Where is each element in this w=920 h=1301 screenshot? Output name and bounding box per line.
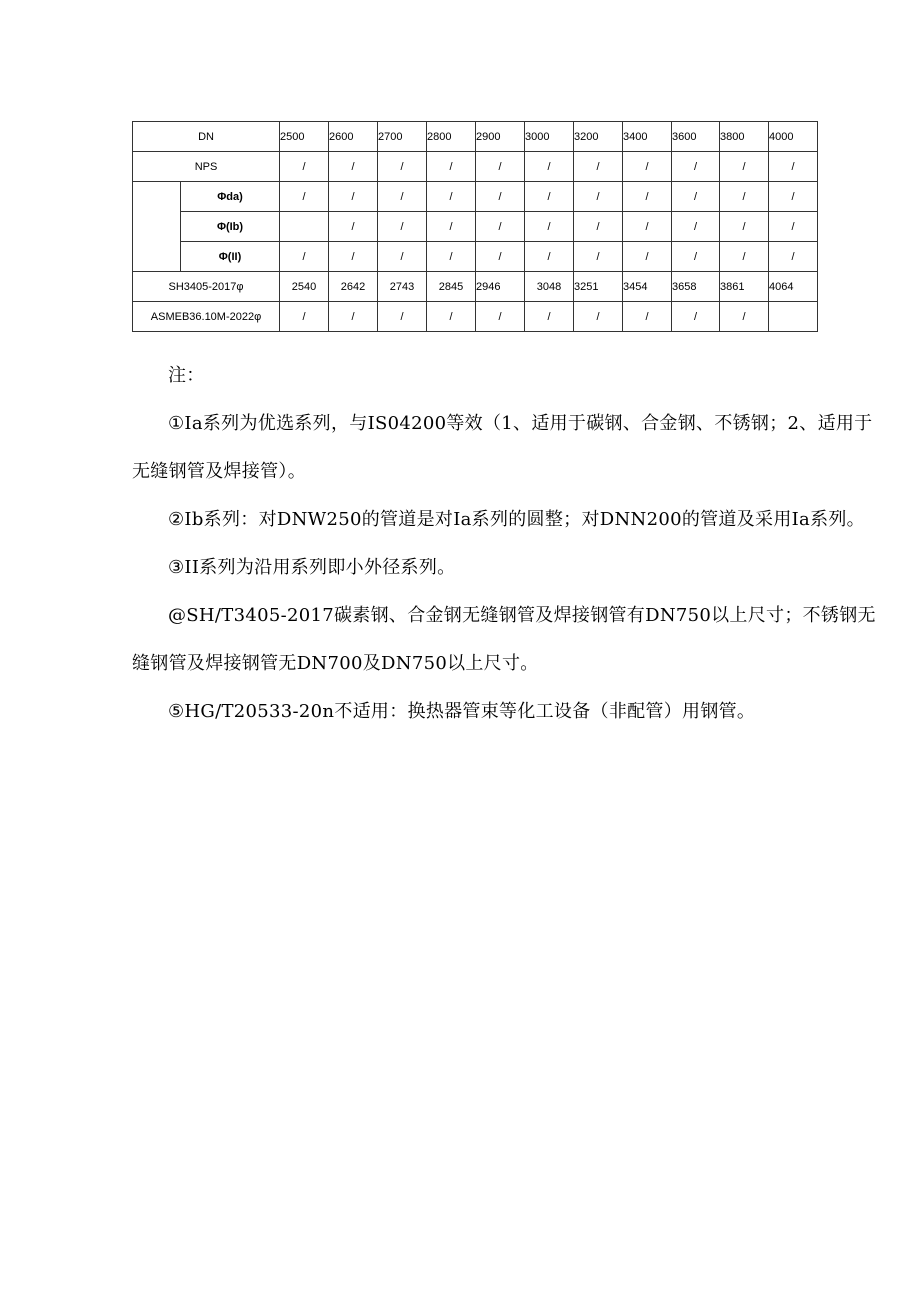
dn-label: DN (133, 122, 280, 152)
series-ia-row (133, 182, 818, 212)
series-cell: / (720, 212, 769, 242)
sh3405-cell: 4064 (769, 272, 818, 302)
series-ii-label: Φ(II) (181, 242, 280, 272)
series-cell: / (525, 212, 574, 242)
sh3405-cell: 2642 (329, 272, 378, 302)
sh3405-cell: 2743 (378, 272, 427, 302)
series-cell: / (769, 212, 818, 242)
dn-cell: 2900 (476, 122, 525, 152)
series-cell: / (378, 242, 427, 272)
nps-cell: / (525, 152, 574, 182)
series-cell: / (574, 212, 623, 242)
series-group-cell (133, 182, 181, 272)
dn-cell: 3000 (525, 122, 574, 152)
nps-cell: / (672, 152, 720, 182)
notes-heading: 注： (168, 365, 205, 386)
series-cell: / (329, 212, 378, 242)
asme-label: ASMEB36.10M-2022φ (133, 302, 280, 332)
series-cell: / (525, 242, 574, 272)
nps-cell: / (574, 152, 623, 182)
asme-cell: / (427, 302, 476, 332)
series-cell: / (476, 212, 525, 242)
series-cell: / (378, 182, 427, 212)
note-item: ⑤HG/T20533-20n不适用：换热器管束等化工设备（非配管）用钢管。 (168, 701, 756, 722)
dn-cell: 4000 (769, 122, 818, 152)
dn-cell: 3400 (623, 122, 672, 152)
dn-cell: 3800 (720, 122, 769, 152)
nps-cell: / (427, 152, 476, 182)
asme-cell: / (672, 302, 720, 332)
series-cell: / (427, 242, 476, 272)
sh3405-cell: 2540 (280, 272, 329, 302)
sh3405-cell: 3454 (623, 272, 672, 302)
dn-row (133, 122, 818, 152)
note-item: @SH/T3405-2017碳素钢、合金钢无缝钢管及焊接钢管有DN750以上尺寸；不锈钢无缝钢管及焊接钢管无DN700及DN750以上尺寸。 (132, 605, 876, 674)
asme-cell: / (378, 302, 427, 332)
asme-cell: / (329, 302, 378, 332)
series-cell: / (623, 212, 672, 242)
series-cell: / (427, 212, 476, 242)
series-cell: / (623, 182, 672, 212)
asme-row (133, 302, 818, 332)
dn-cell: 2600 (329, 122, 378, 152)
note-item: ①Ia系列为优选系列，与IS04200等效（1、适用于碳钢、合金钢、不锈钢；2、适用于无缝钢管及焊接管）。 (132, 413, 873, 482)
nps-cell: / (280, 152, 329, 182)
series-ib-row (133, 212, 818, 242)
series-cell: / (280, 182, 329, 212)
note-item: ③II系列为沿用系列即小外径系列。 (168, 557, 456, 578)
sh3405-cell: 3048 (525, 272, 574, 302)
asme-cell: / (280, 302, 329, 332)
nps-cell: / (329, 152, 378, 182)
sh3405-cell: 2845 (427, 272, 476, 302)
sh3405-row (133, 272, 818, 302)
asme-cell: / (574, 302, 623, 332)
series-cell: / (769, 182, 818, 212)
series-cell: / (378, 212, 427, 242)
pipe-dimension-table (132, 121, 818, 332)
asme-cell (769, 302, 818, 332)
series-cell: / (720, 242, 769, 272)
series-cell: / (427, 182, 476, 212)
dn-cell: 2800 (427, 122, 476, 152)
series-ia-label: Φda) (181, 182, 280, 212)
asme-cell: / (525, 302, 574, 332)
series-cell: / (672, 242, 720, 272)
series-ib-label: Φ(Ib) (181, 212, 280, 242)
nps-cell: / (769, 152, 818, 182)
notes-section (132, 352, 877, 736)
series-cell: / (476, 182, 525, 212)
series-cell: / (574, 242, 623, 272)
series-cell: / (720, 182, 769, 212)
dn-cell: 3200 (574, 122, 623, 152)
asme-cell: / (476, 302, 525, 332)
series-cell: / (280, 242, 329, 272)
series-cell: / (672, 182, 720, 212)
sh3405-cell: 3861 (720, 272, 769, 302)
dn-cell: 2500 (280, 122, 329, 152)
asme-cell: / (720, 302, 769, 332)
nps-row (133, 152, 818, 182)
sh3405-cell: 2946 (476, 272, 525, 302)
series-cell: / (672, 212, 720, 242)
nps-cell: / (623, 152, 672, 182)
dn-cell: 2700 (378, 122, 427, 152)
nps-cell: / (378, 152, 427, 182)
asme-cell: / (623, 302, 672, 332)
series-cell: / (623, 242, 672, 272)
series-cell: / (329, 182, 378, 212)
series-cell (280, 212, 329, 242)
series-cell: / (329, 242, 378, 272)
series-cell: / (574, 182, 623, 212)
note-item: ②Ib系列：对DNW250的管道是对Ia系列的圆整；对DNN200的管道及采用Ia系列。 (168, 509, 865, 530)
nps-cell: / (720, 152, 769, 182)
dn-cell: 3600 (672, 122, 720, 152)
sh3405-label: SH3405-2017φ (133, 272, 280, 302)
nps-cell: / (476, 152, 525, 182)
sh3405-cell: 3658 (672, 272, 720, 302)
series-ii-row (133, 242, 818, 272)
nps-label: NPS (133, 152, 280, 182)
series-cell: / (476, 242, 525, 272)
sh3405-cell: 3251 (574, 272, 623, 302)
series-cell: / (525, 182, 574, 212)
series-cell: / (769, 242, 818, 272)
